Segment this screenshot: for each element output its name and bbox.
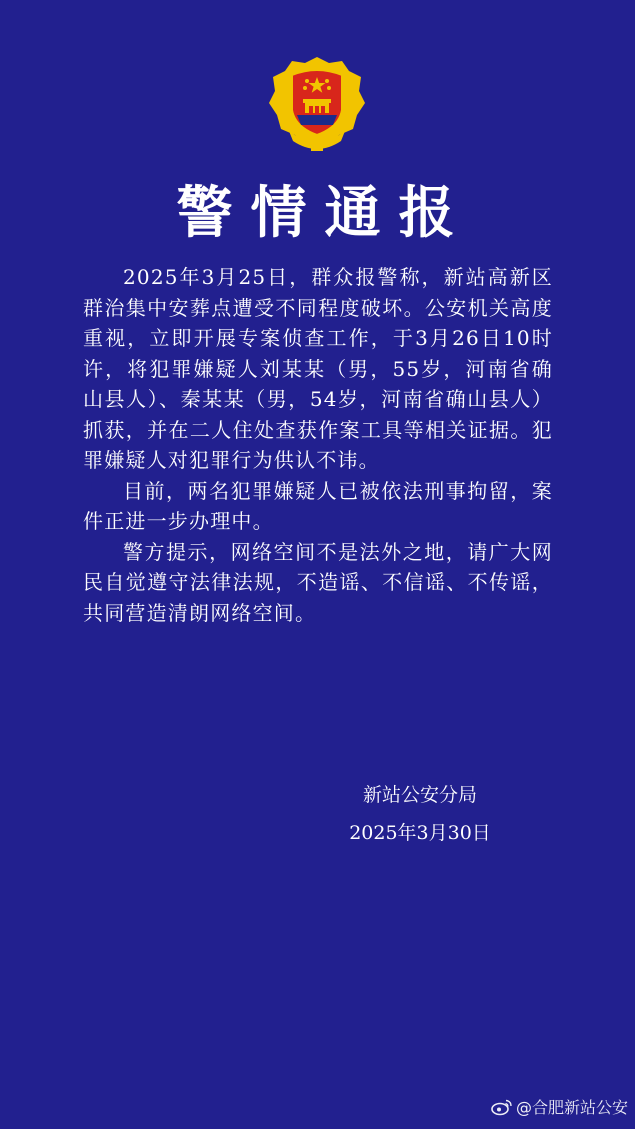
notice-body	[83, 262, 553, 628]
signature-org: 新站公安分局	[362, 784, 477, 806]
signature-date: 2025年3月30日	[349, 822, 491, 844]
watermark	[491, 1095, 628, 1118]
weibo-icon	[491, 1098, 513, 1116]
police-badge-icon	[267, 55, 367, 155]
page-title: 警情通报	[176, 181, 473, 246]
paragraph-status: 目前，两名犯罪嫌疑人已被依法刑事拘留，案件正进一步办理中。	[83, 478, 553, 533]
watermark-text: @合肥新站公安	[515, 1098, 628, 1117]
paragraph-incident: 2025年3月25日，群众报警称，新站高新区群治集中安葬点遭受不同程度破坏。公安机关高度重视，立即开展专案侦查工作，于3月26日10时许，将犯罪嫌疑人刘某某（男，55岁，河南省确山县人）、秦某某（男，54岁，河南省确山县人）抓获，并在二人住处查获作案工具等相关证据。犯罪嫌疑人对犯罪行为供认不讳。	[83, 265, 553, 472]
paragraph-warning: 警方提示，网络空间不是法外之地，请广大网民自觉遵守法律法规，不造谣、不信谣、不传谣，共同营造清朗网络空间。	[83, 539, 553, 625]
